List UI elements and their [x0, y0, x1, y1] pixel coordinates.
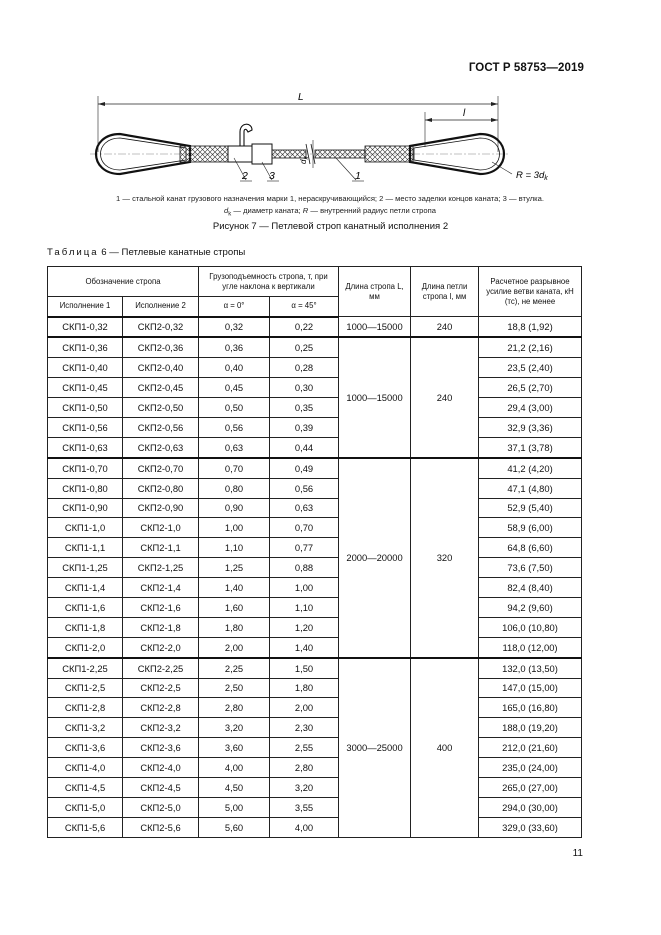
cell-exec1: СКП1-0,50 — [48, 398, 123, 418]
cell-exec1: СКП1-1,4 — [48, 578, 123, 598]
cell-force: 212,0 (21,60) — [479, 738, 582, 758]
cell-alpha0: 5,00 — [199, 797, 270, 817]
header-alpha0: α = 0° — [199, 297, 270, 317]
right-braid — [365, 146, 413, 162]
cell-alpha45: 0,22 — [270, 317, 339, 338]
table-row — [48, 498, 582, 518]
cell-alpha45: 0,35 — [270, 398, 339, 418]
cell-alpha0: 0,45 — [199, 378, 270, 398]
table-row — [48, 478, 582, 498]
cell-exec1: СКП1-0,36 — [48, 337, 123, 357]
cell-alpha0: 0,40 — [199, 358, 270, 378]
cell-force: 47,1 (4,80) — [479, 478, 582, 498]
sling-drawing — [80, 82, 580, 192]
cell-exec2: СКП2-3,6 — [123, 738, 199, 758]
cell-exec2: СКП2-0,80 — [123, 478, 199, 498]
cell-force: 26,5 (2,70) — [479, 378, 582, 398]
cell-alpha45: 0,28 — [270, 358, 339, 378]
cell-force: 118,0 (12,00) — [479, 637, 582, 657]
header-alpha45: α = 45° — [270, 297, 339, 317]
cell-exec2: СКП2-5,6 — [123, 817, 199, 837]
cell-alpha0: 0,63 — [199, 437, 270, 457]
left-braid — [180, 146, 228, 162]
cell-force: 58,9 (6,00) — [479, 518, 582, 538]
cell-force: 32,9 (3,36) — [479, 417, 582, 437]
table-row — [48, 578, 582, 598]
cell-exec2: СКП2-1,1 — [123, 538, 199, 558]
rope-right — [315, 150, 365, 158]
cell-alpha45: 1,20 — [270, 617, 339, 637]
cell-exec2: СКП2-0,40 — [123, 358, 199, 378]
header-length: Длина стропа L, мм — [339, 267, 411, 317]
cell-force: 41,2 (4,20) — [479, 458, 582, 478]
cell-alpha45: 1,00 — [270, 578, 339, 598]
cell-exec2: СКП2-2,8 — [123, 698, 199, 718]
table-row — [48, 437, 582, 457]
cell-exec2: СКП2-0,45 — [123, 378, 199, 398]
cell-force: 329,0 (33,60) — [479, 817, 582, 837]
table-row — [48, 678, 582, 698]
cell-alpha45: 3,55 — [270, 797, 339, 817]
cell-alpha0: 3,20 — [199, 718, 270, 738]
label-L: L — [298, 92, 304, 103]
cell-alpha45: 0,63 — [270, 498, 339, 518]
cell-alpha0: 0,70 — [199, 458, 270, 478]
cell-force: 235,0 (24,00) — [479, 758, 582, 778]
cell-exec1: СКП1-3,6 — [48, 738, 123, 758]
cell-alpha45: 2,55 — [270, 738, 339, 758]
cell-exec2: СКП2-2,5 — [123, 678, 199, 698]
cell-alpha0: 5,60 — [199, 817, 270, 837]
cell-exec1: СКП1-4,0 — [48, 758, 123, 778]
slings-table — [47, 266, 582, 838]
cell-force: 82,4 (8,40) — [479, 578, 582, 598]
cell-alpha45: 1,80 — [270, 678, 339, 698]
cell-alpha45: 0,70 — [270, 518, 339, 538]
cell-exec2: СКП2-1,0 — [123, 518, 199, 538]
cell-alpha0: 0,50 — [199, 398, 270, 418]
label-l: l — [463, 108, 466, 119]
header-loop: Длина петли стропа l, мм — [411, 267, 479, 317]
cell-exec2: СКП2-0,90 — [123, 498, 199, 518]
table-row — [48, 758, 582, 778]
cell-force: 64,8 (6,60) — [479, 538, 582, 558]
cell-alpha45: 1,40 — [270, 637, 339, 657]
cell-exec1: СКП1-1,25 — [48, 558, 123, 578]
cell-exec2: СКП2-4,0 — [123, 758, 199, 778]
cell-exec1: СКП1-3,2 — [48, 718, 123, 738]
standard-code: ГОСТ Р 58753—2019 — [468, 62, 584, 74]
cell-alpha45: 0,30 — [270, 378, 339, 398]
table-row — [48, 558, 582, 578]
cell-exec1: СКП1-2,0 — [48, 637, 123, 657]
cell-exec2: СКП2-0,63 — [123, 437, 199, 457]
table-row — [48, 538, 582, 558]
cell-alpha0: 2,80 — [199, 698, 270, 718]
table-row — [48, 738, 582, 758]
cell-exec2: СКП2-1,4 — [123, 578, 199, 598]
cell-alpha0: 2,50 — [199, 678, 270, 698]
page-number: 11 — [572, 848, 583, 859]
cell-length: 2000—20000 — [339, 458, 411, 658]
figure-caption: Рисунок 7 — Петлевой строп канатный исполнения 2 — [212, 221, 449, 232]
cell-loop: 400 — [411, 658, 479, 838]
cell-exec1: СКП1-0,56 — [48, 417, 123, 437]
cell-exec2: СКП2-1,25 — [123, 558, 199, 578]
cell-force: 94,2 (9,60) — [479, 597, 582, 617]
cell-force: 23,5 (2,40) — [479, 358, 582, 378]
table-row — [48, 337, 582, 357]
cell-alpha45: 1,10 — [270, 597, 339, 617]
cell-exec1: СКП1-4,5 — [48, 777, 123, 797]
header-force: Расчетное разрывное усилие ветви каната, кН (тс), не менее — [479, 267, 582, 317]
callout-3: 3 — [269, 170, 275, 182]
cell-exec1: СКП1-2,8 — [48, 698, 123, 718]
table-row — [48, 698, 582, 718]
cell-alpha45: 0,88 — [270, 558, 339, 578]
cell-alpha0: 4,00 — [199, 758, 270, 778]
cell-length: 1000—15000 — [339, 317, 411, 338]
cell-exec2: СКП2-4,5 — [123, 777, 199, 797]
table-row — [48, 518, 582, 538]
header-capacity: Грузоподъемность стропа, т, при угле наклона к вертикали — [199, 267, 339, 297]
cell-alpha0: 1,00 — [199, 518, 270, 538]
cell-force: 18,8 (1,92) — [479, 317, 582, 338]
cell-exec1: СКП1-0,45 — [48, 378, 123, 398]
cell-alpha45: 4,00 — [270, 817, 339, 837]
cell-alpha0: 1,80 — [199, 617, 270, 637]
table-row — [48, 797, 582, 817]
table-row — [48, 398, 582, 418]
cell-alpha0: 3,60 — [199, 738, 270, 758]
cell-alpha45: 0,56 — [270, 478, 339, 498]
table-row — [48, 597, 582, 617]
rope-left — [272, 150, 306, 158]
cell-loop: 240 — [411, 317, 479, 338]
cell-exec1: СКП1-5,6 — [48, 817, 123, 837]
header-exec1: Исполнение 1 — [48, 297, 123, 317]
hook-shape — [240, 124, 252, 146]
cell-alpha0: 1,25 — [199, 558, 270, 578]
cell-exec2: СКП2-1,6 — [123, 597, 199, 617]
cell-force: 37,1 (3,78) — [479, 437, 582, 457]
table-title: Таблица 6 — Петлевые канатные стропы — [47, 247, 246, 258]
cell-exec2: СКП2-0,36 — [123, 337, 199, 357]
table-row — [48, 817, 582, 837]
cell-force: 21,2 (2,16) — [479, 337, 582, 357]
cell-exec2: СКП2-0,56 — [123, 417, 199, 437]
cell-force: 188,0 (19,20) — [479, 718, 582, 738]
cell-alpha45: 2,80 — [270, 758, 339, 778]
cell-alpha0: 4,50 — [199, 777, 270, 797]
table-body — [48, 317, 582, 838]
cell-force: 294,0 (30,00) — [479, 797, 582, 817]
cell-alpha45: 0,49 — [270, 458, 339, 478]
header-exec2: Исполнение 2 — [123, 297, 199, 317]
cell-exec1: СКП1-2,25 — [48, 658, 123, 678]
cell-alpha0: 0,90 — [199, 498, 270, 518]
callout-2: 2 — [242, 170, 248, 182]
cell-alpha45: 2,30 — [270, 718, 339, 738]
cell-exec1: СКП1-0,70 — [48, 458, 123, 478]
cell-alpha0: 2,25 — [199, 658, 270, 678]
cell-exec1: СКП1-0,90 — [48, 498, 123, 518]
cell-exec1: СКП1-1,0 — [48, 518, 123, 538]
cell-loop: 240 — [411, 337, 479, 457]
cell-exec1: СКП1-0,63 — [48, 437, 123, 457]
table-row — [48, 777, 582, 797]
cell-length: 3000—25000 — [339, 658, 411, 838]
header-designation: Обозначение стропа — [48, 267, 199, 297]
figure-legend — [36, 193, 624, 221]
cell-force: 52,9 (5,40) — [479, 498, 582, 518]
cell-alpha45: 0,44 — [270, 437, 339, 457]
cell-exec1: СКП1-0,40 — [48, 358, 123, 378]
cell-loop: 320 — [411, 458, 479, 658]
label-dk: $d_k$ — [299, 156, 310, 164]
sling-figure — [80, 82, 580, 192]
table-row — [48, 417, 582, 437]
cell-exec2: СКП2-2,25 — [123, 658, 199, 678]
cell-exec2: СКП2-2,0 — [123, 637, 199, 657]
cell-alpha45: 2,00 — [270, 698, 339, 718]
cell-alpha45: 1,50 — [270, 658, 339, 678]
cell-force: 73,6 (7,50) — [479, 558, 582, 578]
table-row — [48, 718, 582, 738]
table-row — [48, 658, 582, 678]
cell-exec1: СКП1-1,1 — [48, 538, 123, 558]
cell-alpha0: 0,56 — [199, 417, 270, 437]
callout-1: 1 — [355, 170, 361, 182]
cell-alpha0: 0,36 — [199, 337, 270, 357]
table-row — [48, 617, 582, 637]
table-row — [48, 458, 582, 478]
cell-exec1: СКП1-0,80 — [48, 478, 123, 498]
cell-exec2: СКП2-0,32 — [123, 317, 199, 338]
cell-exec2: СКП2-0,50 — [123, 398, 199, 418]
cell-exec2: СКП2-3,2 — [123, 718, 199, 738]
cell-length: 1000—15000 — [339, 337, 411, 457]
cell-alpha0: 0,80 — [199, 478, 270, 498]
cell-exec1: СКП1-2,5 — [48, 678, 123, 698]
cell-force: 265,0 (27,00) — [479, 777, 582, 797]
cell-exec1: СКП1-1,6 — [48, 597, 123, 617]
table-row — [48, 358, 582, 378]
cell-force: 165,0 (16,80) — [479, 698, 582, 718]
cell-alpha45: 3,20 — [270, 777, 339, 797]
cell-alpha0: 0,32 — [199, 317, 270, 338]
cell-force: 106,0 (10,80) — [479, 617, 582, 637]
cell-exec2: СКП2-0,70 — [123, 458, 199, 478]
cell-alpha0: 2,00 — [199, 637, 270, 657]
legend-line-2: $d_k$ — диаметр каната; R — внутренний радиус петли стропа — [224, 206, 436, 218]
cell-force: 132,0 (13,50) — [479, 658, 582, 678]
cell-alpha0: 1,10 — [199, 538, 270, 558]
cell-force: 147,0 (15,00) — [479, 678, 582, 698]
cell-alpha45: 0,77 — [270, 538, 339, 558]
cell-exec1: СКП1-0,32 — [48, 317, 123, 338]
cell-exec2: СКП2-1,8 — [123, 617, 199, 637]
table-row — [48, 378, 582, 398]
cell-alpha0: 1,60 — [199, 597, 270, 617]
cell-alpha0: 1,40 — [199, 578, 270, 598]
table-row — [48, 317, 582, 338]
cell-exec1: СКП1-5,0 — [48, 797, 123, 817]
legend-line-1: 1 — стальной канат грузового назначения марки 1, нераскручивающийся; 2 — место заделки концов каната; 3 — втулка. — [116, 194, 544, 203]
sleeve — [252, 144, 272, 164]
label-radius: $R = 3d_k$ — [516, 170, 548, 182]
cell-force: 29,4 (3,00) — [479, 398, 582, 418]
cell-alpha45: 0,39 — [270, 417, 339, 437]
cell-exec2: СКП2-5,0 — [123, 797, 199, 817]
table-row — [48, 637, 582, 657]
cell-exec1: СКП1-1,8 — [48, 617, 123, 637]
cell-alpha45: 0,25 — [270, 337, 339, 357]
